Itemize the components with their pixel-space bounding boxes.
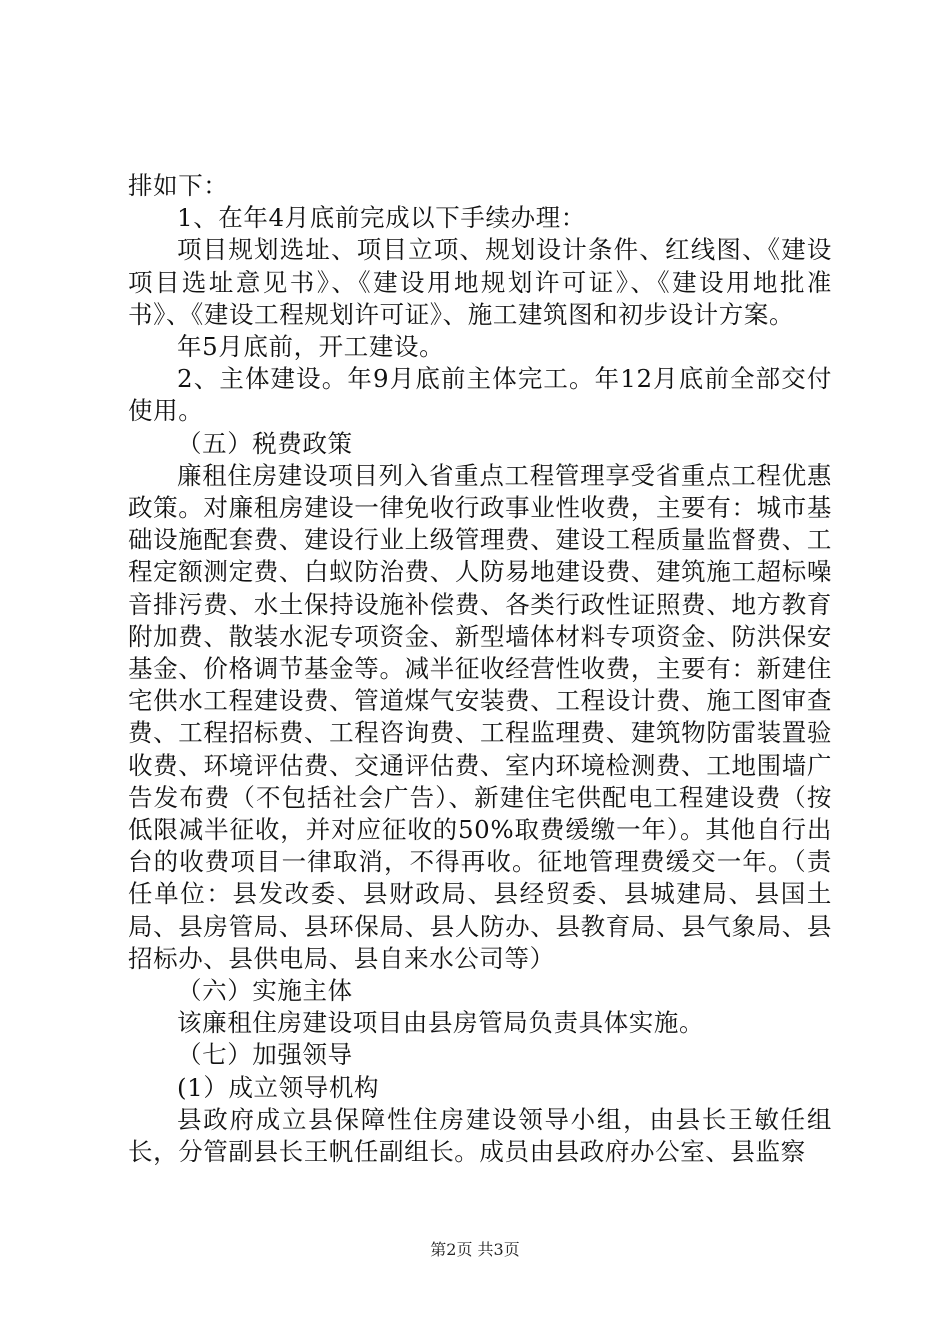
page-number-footer: 第2页 共3页 <box>430 1240 520 1259</box>
paragraph-implementer: 该廉租住房建设项目由县房管局负责具体实施。 <box>177 1008 705 1038</box>
section-heading-leadership: （七）加强领导 <box>177 1040 353 1070</box>
paragraph-item-1: 1、在年4月底前完成以下手续办理： <box>177 203 586 233</box>
subsection-heading-organization: (1）成立领导机构 <box>177 1072 380 1102</box>
paragraph-construction-start: 年5月底前，开工建设。 <box>177 332 445 362</box>
section-heading-implementer: （六）实施主体 <box>177 976 353 1006</box>
paragraph-tax-policy: 廉租住房建设项目列入省重点工程管理享受省重点工程优惠政策。对廉租房建设一律免收行政事业性收费，主要有：城市基础设施配套费、建设行业上级管理费、建设工程质量监督费、工程定额测定费、白蚁防治费、人防易地建设费、建筑施工超标噪音排污费、水土保持设施补偿费、各类行政性证照费、地方教育附加费、散装水泥专项资金、新型墙体材料专项资金、防洪保安基金、价格调节基金等。减半征收经营性收费，主要有：新建住宅供水工程建设费、管道煤气安装费、工程设计费、施工图审查费、工程招标费、工程咨询费、工程监理费、建筑物防雷装置验收费、环境评估费、交通评估费、室内环境检测费、工地围墙广告发布费（不包括社会广告）、新建住宅供配电工程建设费（按低限减半征收，并对应征收的50%取费缓缴一年）。其他自行出台的收费项目一律取消，不得再收。征地管理费缓交一年。（责任单位：县发改委、县财政局、县经贸委、县城建局、县国土局、县房管局、县环保局、县人防办、县教育局、县气象局、县招标办、县供电局、县自来水公司等） <box>128 460 832 973</box>
section-heading-tax-policy: （五）税费政策 <box>177 428 353 458</box>
document-body <box>128 170 832 1168</box>
paragraph-procedures: 项目规划选址、项目立项、规划设计条件、红线图、《建设项目选址意见书》、《建设用地规划许可证》、《建设用地批准书》、《建设工程规划许可证》、施工建筑图和初步设计方案。 <box>128 235 832 329</box>
paragraph-leadership-group: 县政府成立县保障性住房建设领导小组，由县长王敏任组长，分管副县长王帆任副组长。成员由县政府办公室、县监察 <box>128 1104 832 1167</box>
paragraph-continuation: 排如下： <box>128 171 229 200</box>
paragraph-item-2: 2、主体建设。年9月底前主体完工。年12月底前全部交付使用。 <box>128 364 832 426</box>
